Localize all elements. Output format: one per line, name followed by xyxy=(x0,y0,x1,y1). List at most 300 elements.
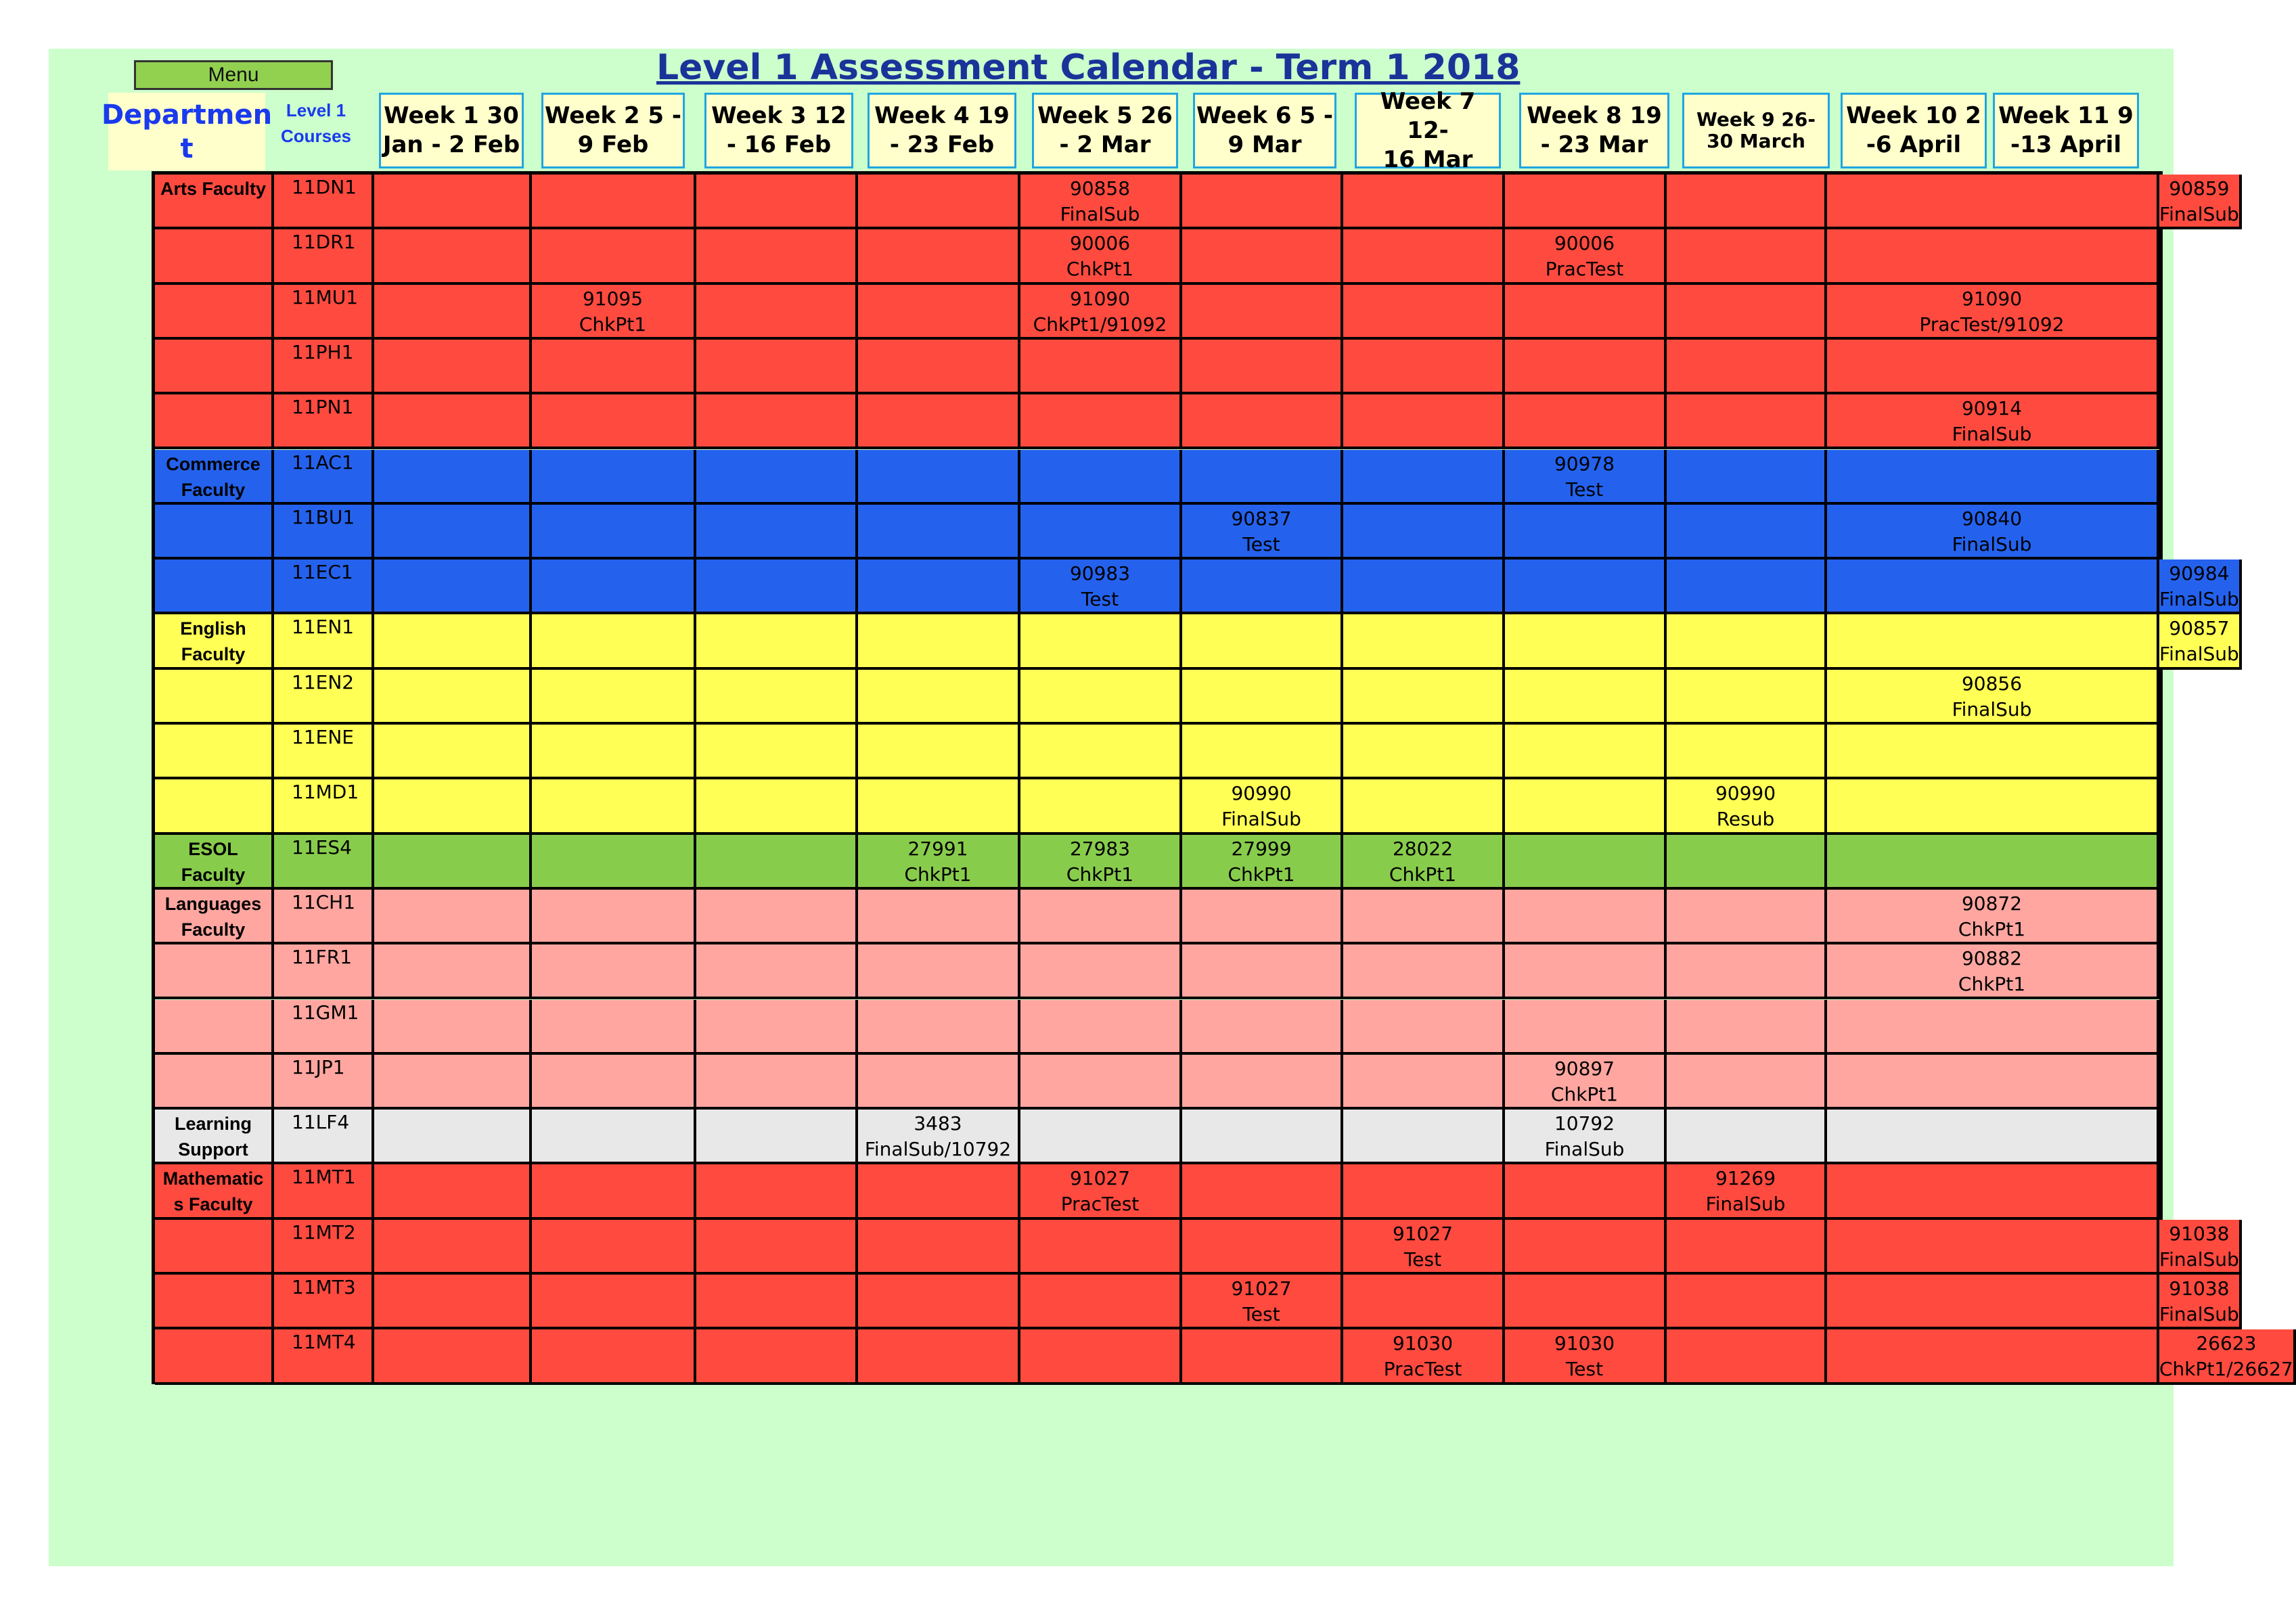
assessment-cell[interactable] xyxy=(1505,1000,1667,1055)
assessment-cell[interactable] xyxy=(696,670,858,725)
assessment-cell[interactable]: 91038 FinalSub xyxy=(2159,1275,2242,1329)
assessment-cell[interactable]: 90872 ChkPt1 xyxy=(1827,890,2159,944)
assessment-cell[interactable] xyxy=(696,394,858,449)
assessment-cell[interactable] xyxy=(1182,614,1343,669)
assessment-cell[interactable] xyxy=(1827,1275,2159,1329)
assessment-cell[interactable] xyxy=(1505,779,1667,834)
assessment-cell[interactable] xyxy=(1667,670,1827,725)
assessment-cell[interactable] xyxy=(858,1164,1020,1219)
table-row xyxy=(155,614,2239,669)
assessment-cell[interactable] xyxy=(2159,450,2162,505)
assessment-cell[interactable] xyxy=(696,505,858,560)
assessment-cell[interactable] xyxy=(1505,944,1667,999)
assessment-cell[interactable] xyxy=(696,229,858,284)
course-cell[interactable]: 11EN2 xyxy=(274,670,374,725)
assessment-cell[interactable] xyxy=(532,1055,696,1110)
assessment-cell[interactable]: 91027 Test xyxy=(1182,1275,1343,1329)
assessment-cell[interactable] xyxy=(1343,1110,1505,1164)
assessment-cell[interactable]: 91027 PracTest xyxy=(1020,1164,1182,1219)
assessment-cell[interactable] xyxy=(1667,229,1827,284)
assessment-cell[interactable] xyxy=(1827,614,2159,669)
assessment-cell[interactable] xyxy=(374,340,532,394)
assessment-cell[interactable] xyxy=(1182,890,1343,944)
assessment-cell[interactable] xyxy=(1182,450,1343,505)
course-cell[interactable]: 11JP1 xyxy=(274,1055,374,1110)
faculty-cell[interactable] xyxy=(155,229,274,284)
assessment-cell[interactable] xyxy=(1343,779,1505,834)
assessment-cell[interactable] xyxy=(2159,285,2162,340)
assessment-cell[interactable] xyxy=(1343,394,1505,449)
assessment-cell[interactable] xyxy=(374,285,532,340)
assessment-cell[interactable] xyxy=(858,450,1020,505)
course-cell[interactable]: 11ENE xyxy=(274,725,374,779)
faculty-cell[interactable]: Learning Support xyxy=(155,1110,274,1164)
assessment-cell[interactable] xyxy=(696,944,858,999)
assessment-cell[interactable] xyxy=(2159,229,2162,284)
assessment-cell[interactable] xyxy=(1505,1164,1667,1219)
assessment-cell[interactable] xyxy=(858,1275,1020,1329)
assessment-cell[interactable]: 90840 FinalSub xyxy=(1827,505,2159,560)
assessment-cell[interactable] xyxy=(1020,340,1182,394)
assessment-cell[interactable] xyxy=(696,614,858,669)
assessment-cell[interactable] xyxy=(532,890,696,944)
assessment-cell[interactable] xyxy=(1827,835,2159,890)
assessment-cell[interactable] xyxy=(1020,779,1182,834)
assessment-cell[interactable] xyxy=(1505,1220,1667,1275)
course-cell[interactable]: 11PN1 xyxy=(274,394,374,449)
course-cell[interactable]: 11CH1 xyxy=(274,890,374,944)
assessment-cell[interactable] xyxy=(374,505,532,560)
assessment-cell[interactable] xyxy=(1343,175,1505,229)
assessment-cell[interactable] xyxy=(1020,725,1182,779)
assessment-cell[interactable] xyxy=(1020,1220,1182,1275)
assessment-cell[interactable] xyxy=(1505,394,1667,449)
assessment-cell[interactable] xyxy=(696,285,858,340)
assessment-cell[interactable]: 90984 FinalSub xyxy=(2159,560,2242,614)
assessment-cell[interactable] xyxy=(374,1000,532,1055)
assessment-cell[interactable] xyxy=(1505,1275,1667,1329)
assessment-cell[interactable] xyxy=(858,229,1020,284)
faculty-cell[interactable] xyxy=(155,944,274,999)
assessment-cell[interactable] xyxy=(1667,285,1827,340)
assessment-cell[interactable] xyxy=(1505,560,1667,614)
assessment-cell[interactable] xyxy=(2159,394,2162,449)
assessment-cell[interactable]: 27983 ChkPt1 xyxy=(1020,835,1182,890)
assessment-cell[interactable] xyxy=(1343,1164,1505,1219)
assessment-cell[interactable] xyxy=(1182,944,1343,999)
assessment-cell[interactable] xyxy=(696,1275,858,1329)
assessment-cell[interactable] xyxy=(374,394,532,449)
assessment-cell[interactable] xyxy=(1667,1110,1827,1164)
assessment-cell[interactable] xyxy=(696,1220,858,1275)
assessment-cell[interactable] xyxy=(696,1329,858,1384)
assessment-cell[interactable]: 90983 Test xyxy=(1020,560,1182,614)
assessment-cell[interactable] xyxy=(858,725,1020,779)
assessment-cell[interactable] xyxy=(532,450,696,505)
assessment-cell[interactable] xyxy=(1667,890,1827,944)
course-cell[interactable]: 11GM1 xyxy=(274,1000,374,1055)
assessment-cell[interactable] xyxy=(532,1220,696,1275)
faculty-cell[interactable] xyxy=(155,285,274,340)
assessment-cell[interactable] xyxy=(1182,1329,1343,1384)
assessment-cell[interactable] xyxy=(1343,1055,1505,1110)
assessment-cell[interactable] xyxy=(374,779,532,834)
assessment-cell[interactable] xyxy=(1020,1055,1182,1110)
assessment-cell[interactable] xyxy=(532,779,696,834)
assessment-cell[interactable] xyxy=(1667,944,1827,999)
assessment-cell[interactable] xyxy=(1343,450,1505,505)
assessment-cell[interactable] xyxy=(1182,394,1343,449)
assessment-cell[interactable]: 10792 FinalSub xyxy=(1505,1110,1667,1164)
faculty-cell[interactable] xyxy=(155,1000,274,1055)
assessment-cell[interactable] xyxy=(1182,285,1343,340)
assessment-cell[interactable] xyxy=(1827,560,2159,614)
assessment-cell[interactable] xyxy=(2159,1110,2162,1164)
assessment-cell[interactable] xyxy=(696,175,858,229)
assessment-cell[interactable]: 90858 FinalSub xyxy=(1020,175,1182,229)
assessment-cell[interactable] xyxy=(1505,340,1667,394)
assessment-cell[interactable] xyxy=(532,614,696,669)
assessment-cell[interactable] xyxy=(1827,175,2159,229)
assessment-cell[interactable] xyxy=(696,1000,858,1055)
assessment-cell[interactable] xyxy=(1667,1000,1827,1055)
table-row xyxy=(155,1275,2239,1329)
assessment-cell[interactable]: 90859 FinalSub xyxy=(2159,175,2242,229)
assessment-cell[interactable] xyxy=(696,450,858,505)
assessment-cell[interactable]: 90857 FinalSub xyxy=(2159,614,2242,669)
faculty-cell[interactable] xyxy=(155,1055,274,1110)
assessment-cell[interactable] xyxy=(374,1055,532,1110)
assessment-cell[interactable] xyxy=(1182,229,1343,284)
assessment-cell[interactable] xyxy=(1343,229,1505,284)
assessment-cell[interactable] xyxy=(1827,229,2159,284)
assessment-cell[interactable] xyxy=(1667,1329,1827,1384)
faculty-cell[interactable]: English Faculty xyxy=(155,614,274,669)
course-cell[interactable]: 11MT3 xyxy=(274,1275,374,1329)
assessment-cell[interactable] xyxy=(1182,1055,1343,1110)
assessment-cell[interactable] xyxy=(532,229,696,284)
assessment-cell[interactable] xyxy=(1343,340,1505,394)
assessment-cell[interactable] xyxy=(1505,835,1667,890)
assessment-cell[interactable] xyxy=(532,670,696,725)
assessment-cell[interactable] xyxy=(532,1110,696,1164)
assessment-cell[interactable] xyxy=(1667,835,1827,890)
table-row xyxy=(155,340,2159,394)
course-cell[interactable]: 11LF4 xyxy=(274,1110,374,1164)
faculty-cell[interactable] xyxy=(155,1329,274,1384)
assessment-cell[interactable] xyxy=(1182,175,1343,229)
assessment-cell[interactable]: 3483 FinalSub/10792 xyxy=(858,1110,1020,1164)
faculty-cell[interactable] xyxy=(155,340,274,394)
assessment-cell[interactable] xyxy=(532,1164,696,1219)
assessment-cell[interactable] xyxy=(2159,670,2162,725)
assessment-cell[interactable] xyxy=(858,1055,1020,1110)
assessment-cell[interactable] xyxy=(1827,450,2159,505)
assessment-cell[interactable] xyxy=(1343,670,1505,725)
week-header-6: Week 6 5 - 9 Mar xyxy=(1193,93,1336,168)
assessment-cell[interactable] xyxy=(858,1000,1020,1055)
assessment-cell[interactable]: 90006 ChkPt1 xyxy=(1020,229,1182,284)
assessment-cell[interactable] xyxy=(1343,560,1505,614)
table-row xyxy=(155,1055,2159,1110)
assessment-cell[interactable] xyxy=(1020,890,1182,944)
assessment-cell[interactable] xyxy=(1505,285,1667,340)
course-cell[interactable]: 11MU1 xyxy=(274,285,374,340)
assessment-cell[interactable]: 91038 FinalSub xyxy=(2159,1220,2242,1275)
assessment-cell[interactable] xyxy=(1182,560,1343,614)
assessment-cell[interactable]: 90856 FinalSub xyxy=(1827,670,2159,725)
assessment-cell[interactable] xyxy=(858,614,1020,669)
assessment-cell[interactable] xyxy=(532,340,696,394)
assessment-cell[interactable]: 91030 PracTest xyxy=(1343,1329,1505,1384)
assessment-cell[interactable] xyxy=(1505,670,1667,725)
assessment-cell[interactable] xyxy=(1020,1000,1182,1055)
assessment-cell[interactable] xyxy=(374,450,532,505)
assessment-cell[interactable] xyxy=(374,1329,532,1384)
assessment-cell[interactable] xyxy=(1343,1275,1505,1329)
assessment-cell[interactable] xyxy=(2159,835,2162,890)
course-cell[interactable]: 11MD1 xyxy=(274,779,374,834)
faculty-cell[interactable]: ESOL Faculty xyxy=(155,835,274,890)
assessment-cell[interactable] xyxy=(858,670,1020,725)
assessment-cell[interactable] xyxy=(1827,1220,2159,1275)
assessment-cell[interactable]: 90882 ChkPt1 xyxy=(1827,944,2159,999)
assessment-cell[interactable] xyxy=(858,505,1020,560)
assessment-cell[interactable] xyxy=(858,560,1020,614)
assessment-cell[interactable] xyxy=(1505,175,1667,229)
assessment-cell[interactable] xyxy=(1667,725,1827,779)
faculty-cell[interactable] xyxy=(155,670,274,725)
assessment-cell[interactable] xyxy=(374,614,532,669)
assessment-cell[interactable]: 91030 Test xyxy=(1505,1329,1667,1384)
assessment-cell[interactable] xyxy=(696,835,858,890)
course-cell[interactable]: 11MT1 xyxy=(274,1164,374,1219)
assessment-cell[interactable] xyxy=(1827,1164,2159,1219)
table-row xyxy=(155,1110,2159,1164)
assessment-cell[interactable] xyxy=(696,725,858,779)
faculty-cell[interactable] xyxy=(155,1275,274,1329)
assessment-cell[interactable]: 27991 ChkPt1 xyxy=(858,835,1020,890)
faculty-cell[interactable]: Arts Faculty xyxy=(155,175,274,229)
assessment-cell[interactable] xyxy=(1827,1110,2159,1164)
assessment-cell[interactable] xyxy=(2159,1164,2162,1219)
assessment-cell[interactable] xyxy=(1343,285,1505,340)
assessment-cell[interactable] xyxy=(1667,175,1827,229)
faculty-cell[interactable] xyxy=(155,725,274,779)
assessment-cell[interactable] xyxy=(374,175,532,229)
assessment-cell[interactable] xyxy=(374,1275,532,1329)
assessment-cell[interactable] xyxy=(532,1000,696,1055)
assessment-cell[interactable]: 90006 PracTest xyxy=(1505,229,1667,284)
assessment-cell[interactable] xyxy=(1667,1055,1827,1110)
assessment-cell[interactable] xyxy=(1827,1329,2159,1384)
assessment-cell[interactable] xyxy=(1827,725,2159,779)
assessment-cell[interactable] xyxy=(2159,340,2162,394)
assessment-cell[interactable]: 91269 FinalSub xyxy=(1667,1164,1827,1219)
table-row xyxy=(155,285,2159,340)
assessment-cell[interactable] xyxy=(858,285,1020,340)
assessment-cell[interactable] xyxy=(374,1220,532,1275)
assessment-cell[interactable] xyxy=(858,1220,1020,1275)
assessment-cell[interactable] xyxy=(374,670,532,725)
assessment-cell[interactable] xyxy=(1505,505,1667,560)
assessment-cell[interactable] xyxy=(1343,890,1505,944)
assessment-cell[interactable] xyxy=(374,1164,532,1219)
faculty-cell[interactable] xyxy=(155,394,274,449)
assessment-cell[interactable] xyxy=(1505,890,1667,944)
course-cell[interactable]: 11EN1 xyxy=(274,614,374,669)
assessment-cell[interactable] xyxy=(532,394,696,449)
assessment-cell[interactable] xyxy=(1827,779,2159,834)
assessment-cell[interactable] xyxy=(858,394,1020,449)
assessment-cell[interactable] xyxy=(374,944,532,999)
course-cell[interactable]: 11BU1 xyxy=(274,505,374,560)
assessment-cell[interactable] xyxy=(374,1110,532,1164)
assessment-cell[interactable] xyxy=(1020,450,1182,505)
assessment-cell[interactable]: 28022 ChkPt1 xyxy=(1343,835,1505,890)
course-cell[interactable]: 11AC1 xyxy=(274,450,374,505)
assessment-cell[interactable] xyxy=(858,779,1020,834)
course-cell[interactable]: 11MT2 xyxy=(274,1220,374,1275)
assessment-cell[interactable] xyxy=(1343,1000,1505,1055)
assessment-cell[interactable] xyxy=(374,725,532,779)
assessment-cell[interactable] xyxy=(696,1055,858,1110)
faculty-cell[interactable] xyxy=(155,505,274,560)
assessment-cell[interactable] xyxy=(1020,944,1182,999)
table-row xyxy=(155,175,2239,229)
faculty-cell[interactable] xyxy=(155,779,274,834)
course-cell[interactable]: 11DR1 xyxy=(274,229,374,284)
assessment-cell[interactable] xyxy=(1667,614,1827,669)
course-cell[interactable]: 11MT4 xyxy=(274,1329,374,1384)
assessment-cell[interactable] xyxy=(1667,450,1827,505)
assessment-cell[interactable] xyxy=(1505,614,1667,669)
assessment-cell[interactable]: 27999 ChkPt1 xyxy=(1182,835,1343,890)
assessment-cell[interactable] xyxy=(1020,394,1182,449)
assessment-cell[interactable]: 26623 ChkPt1/26627 xyxy=(2159,1329,2296,1384)
course-cell[interactable]: 11DN1 xyxy=(274,175,374,229)
assessment-cell[interactable] xyxy=(2159,505,2162,560)
assessment-cell[interactable] xyxy=(532,560,696,614)
course-cell[interactable]: 11ES4 xyxy=(274,835,374,890)
assessment-cell[interactable] xyxy=(696,890,858,944)
assessment-cell[interactable] xyxy=(1343,725,1505,779)
assessment-cell[interactable]: 90978 Test xyxy=(1505,450,1667,505)
assessment-cell[interactable] xyxy=(1667,340,1827,394)
assessment-cell[interactable] xyxy=(374,560,532,614)
table-row xyxy=(155,835,2159,890)
assessment-cell[interactable] xyxy=(1505,725,1667,779)
assessment-cell[interactable] xyxy=(1020,614,1182,669)
assessment-cell[interactable] xyxy=(374,890,532,944)
assessment-cell[interactable] xyxy=(696,779,858,834)
assessment-cell[interactable] xyxy=(696,1110,858,1164)
assessment-cell[interactable] xyxy=(858,890,1020,944)
assessment-cell[interactable] xyxy=(1667,1275,1827,1329)
assessment-cell[interactable] xyxy=(1182,1110,1343,1164)
assessment-cell[interactable] xyxy=(2159,1000,2162,1055)
assessment-cell[interactable] xyxy=(1343,944,1505,999)
assessment-cell[interactable] xyxy=(1020,670,1182,725)
assessment-cell[interactable] xyxy=(1182,670,1343,725)
assessment-cell[interactable] xyxy=(2159,944,2162,999)
assessment-cell[interactable] xyxy=(1182,1220,1343,1275)
assessment-cell[interactable] xyxy=(1182,725,1343,779)
assessment-cell[interactable] xyxy=(1827,340,2159,394)
assessment-cell[interactable] xyxy=(532,505,696,560)
assessment-cell[interactable] xyxy=(374,229,532,284)
assessment-cell[interactable] xyxy=(2159,779,2162,834)
assessment-cell[interactable] xyxy=(1182,1000,1343,1055)
assessment-cell[interactable] xyxy=(696,560,858,614)
table-row xyxy=(155,505,2159,560)
assessment-cell[interactable] xyxy=(374,835,532,890)
assessment-cell[interactable]: 91027 Test xyxy=(1343,1220,1505,1275)
assessment-cell[interactable] xyxy=(1020,1329,1182,1384)
course-cell[interactable]: 11EC1 xyxy=(274,560,374,614)
assessment-cell[interactable] xyxy=(696,1164,858,1219)
assessment-cell[interactable] xyxy=(532,175,696,229)
assessment-cell[interactable]: 91090 ChkPt1/91092 xyxy=(1020,285,1182,340)
course-cell[interactable]: 11FR1 xyxy=(274,944,374,999)
assessment-cell[interactable] xyxy=(2159,890,2162,944)
assessment-cell[interactable] xyxy=(2159,725,2162,779)
faculty-cell[interactable] xyxy=(155,560,274,614)
faculty-cell[interactable]: Languages Faculty xyxy=(155,890,274,944)
menu-button[interactable]: Menu xyxy=(134,60,333,90)
assessment-cell[interactable] xyxy=(1020,1110,1182,1164)
assessment-cell[interactable]: 90990 FinalSub xyxy=(1182,779,1343,834)
assessment-cell[interactable] xyxy=(532,1275,696,1329)
assessment-cell[interactable] xyxy=(532,1329,696,1384)
assessment-cell[interactable] xyxy=(1343,614,1505,669)
assessment-cell[interactable] xyxy=(1182,1164,1343,1219)
table-row xyxy=(155,1220,2239,1275)
faculty-cell[interactable]: Commerce Faculty xyxy=(155,450,274,505)
week-header-2: Week 2 5 - 9 Feb xyxy=(541,93,685,168)
assessment-cell[interactable]: 90990 Resub xyxy=(1667,779,1827,834)
assessment-cell[interactable] xyxy=(1827,1000,2159,1055)
assessment-cell[interactable] xyxy=(1343,505,1505,560)
table-row xyxy=(155,1329,2293,1384)
assessment-cell[interactable] xyxy=(1667,560,1827,614)
assessment-cell[interactable] xyxy=(532,944,696,999)
assessment-cell[interactable]: 91095 ChkPt1 xyxy=(532,285,696,340)
faculty-cell[interactable] xyxy=(155,1220,274,1275)
faculty-cell[interactable]: Mathematic s Faculty xyxy=(155,1164,274,1219)
assessment-cell[interactable] xyxy=(858,1329,1020,1384)
assessment-cell[interactable] xyxy=(1827,1055,2159,1110)
course-cell[interactable]: 11PH1 xyxy=(274,340,374,394)
assessment-cell[interactable] xyxy=(532,835,696,890)
assessment-cell[interactable] xyxy=(2159,1055,2162,1110)
assessment-cell[interactable] xyxy=(858,175,1020,229)
assessment-cell[interactable] xyxy=(696,340,858,394)
assessment-cell[interactable] xyxy=(1182,340,1343,394)
assessment-cell[interactable] xyxy=(1667,394,1827,449)
assessment-cell[interactable]: 90897 ChkPt1 xyxy=(1505,1055,1667,1110)
assessment-cell[interactable]: 91090 PracTest/91092 xyxy=(1827,285,2159,340)
assessment-cell[interactable]: 90914 FinalSub xyxy=(1827,394,2159,449)
assessment-cell[interactable]: 90837 Test xyxy=(1182,505,1343,560)
assessment-cell[interactable] xyxy=(532,725,696,779)
assessment-cell[interactable] xyxy=(1667,505,1827,560)
assessment-cell[interactable] xyxy=(1667,1220,1827,1275)
assessment-cell[interactable] xyxy=(858,340,1020,394)
assessment-cell[interactable] xyxy=(858,944,1020,999)
assessment-cell[interactable] xyxy=(1020,505,1182,560)
assessment-cell[interactable] xyxy=(1020,1275,1182,1329)
